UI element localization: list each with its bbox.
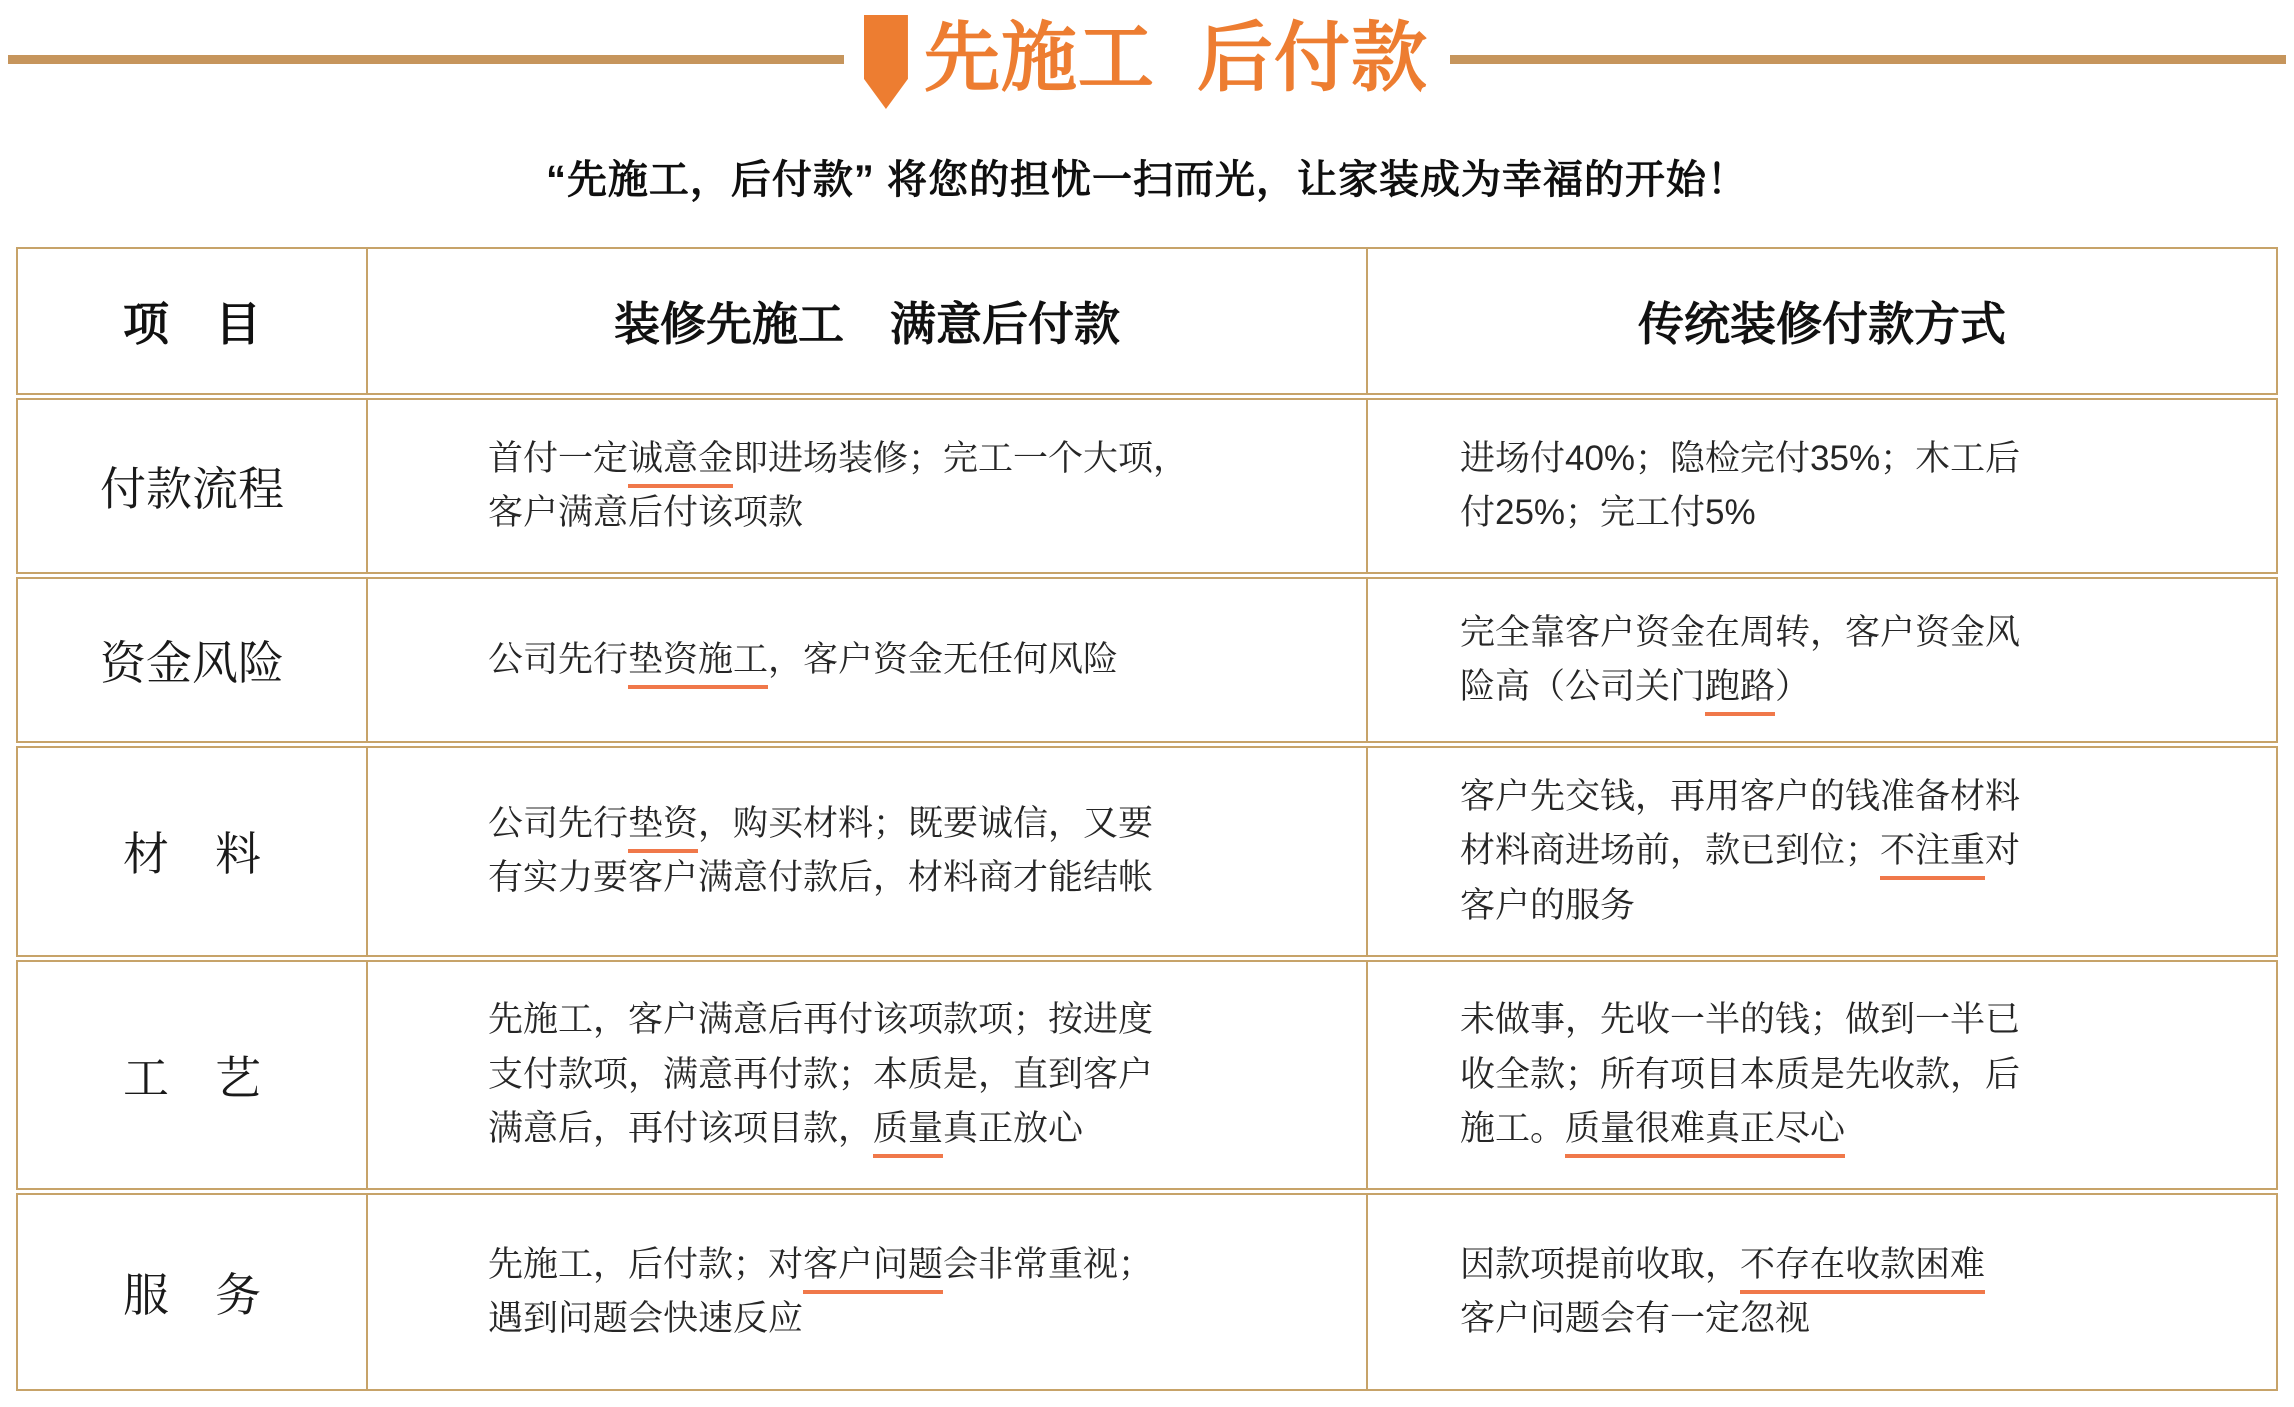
cell-traditional (1366, 962, 2276, 1188)
table-row (16, 398, 2278, 574)
table-row (16, 577, 2278, 743)
text-segment: 先施工，客户满意后再付该项款项；按进度 (488, 1000, 1154, 1040)
title-line-left (8, 55, 844, 64)
comparison-table (16, 247, 2278, 1391)
cell-text (1460, 432, 2020, 541)
header-cell-item: 项 目 (123, 298, 261, 350)
text-segment: 险高（公司关门 (1460, 667, 1706, 706)
text-segment: 客户的服务 (1460, 885, 1636, 925)
cell-new-method (366, 400, 1366, 572)
row-label: 付款流程 (100, 463, 284, 515)
underlined-text: 不存在收款困难 (1740, 1245, 1985, 1294)
text-segment: 客户先交钱，再用客户的钱准备材料 (1460, 777, 2021, 816)
cell-new-method (366, 579, 1366, 741)
text-segment: 支付款项，满意再付款；本质是，直到客户 (488, 1054, 1154, 1094)
row-label: 材 料 (123, 828, 261, 881)
cell-text (1460, 606, 2020, 715)
text-segment: ，购买材料；既要诚信，又要 (698, 804, 1154, 844)
text-segment: 对 (1985, 831, 2021, 871)
cell-text (488, 633, 1118, 687)
text-segment: 收全款；所有项目本质是先收款，后 (1460, 1054, 2021, 1094)
text-segment: 真正放心 (943, 1108, 1084, 1148)
pennant-icon (864, 15, 908, 109)
underlined-text: 诚意金 (628, 439, 733, 488)
cell-text (488, 797, 1153, 906)
text-segment: 未做事，先收一半的钱；做到一半已 (1460, 1000, 2021, 1040)
text-segment: 即进场装修；完工一个大项， (733, 438, 1189, 478)
row-label: 工 艺 (123, 1051, 261, 1104)
text-segment: 完全靠客户资金在周转，客户资金风 (1460, 612, 2021, 652)
cell-new-method (366, 962, 1366, 1188)
text-segment: 材料商进场前，款已到位； (1460, 831, 1881, 871)
text-segment: 遇到问题会快速反应 (488, 1298, 804, 1338)
text-segment: 客户满意后付该项款 (488, 493, 804, 532)
table-row (16, 960, 2278, 1190)
table-header-row (16, 247, 2278, 395)
text-segment: 会非常重视； (943, 1244, 1154, 1284)
cell-traditional (1366, 400, 2276, 572)
table-row (16, 746, 2278, 957)
cell-text (488, 432, 1188, 541)
underlined-text: 垫资 (628, 804, 698, 853)
text-segment: 进场付40%；隐检完付35%；木工后 (1460, 438, 2021, 478)
cell-text (488, 1238, 1153, 1347)
text-segment: 先施工，后付款；对 (488, 1244, 804, 1284)
cell-traditional (1366, 579, 2276, 741)
text-segment: 付25%；完工付5% (1460, 493, 1756, 532)
underlined-text: 质量很难真正尽心 (1565, 1109, 1845, 1158)
text-segment: 首付一定 (488, 438, 629, 478)
cell-traditional (1366, 1195, 2276, 1389)
row-label: 服 务 (123, 1268, 261, 1321)
text-segment: 因款项提前收取， (1460, 1244, 1741, 1284)
underlined-text: 跑路 (1705, 667, 1775, 716)
text-segment: 有实力要客户满意付款后，材料商才能结帐 (488, 858, 1154, 898)
page-title: 先施工 后付款 (923, 16, 1429, 101)
text-segment: 公司先行 (488, 639, 629, 679)
text-segment: 施工。 (1460, 1108, 1566, 1148)
title-line-right (1450, 55, 2286, 64)
text-segment: ，客户资金无任何风险 (768, 639, 1119, 679)
underlined-text: 不注重 (1880, 831, 1985, 880)
text-segment: 客户问题会有一定忽视 (1460, 1298, 1811, 1338)
subtitle: “先施工，后付款” 将您的担忧一扫而光，让家装成为幸福的开始！ (545, 158, 1749, 202)
header-cell-traditional: 传统装修付款方式 (1366, 249, 2276, 393)
underlined-text: 客户问题 (803, 1245, 943, 1294)
text-segment: 公司先行 (488, 804, 629, 844)
cell-text (488, 993, 1153, 1156)
row-label: 资金风险 (100, 637, 284, 689)
underlined-text: 质量 (873, 1109, 943, 1158)
text-segment: ） (1775, 667, 1811, 706)
cell-text (1460, 1238, 1985, 1347)
cell-new-method (366, 1195, 1366, 1389)
cell-traditional (1366, 748, 2276, 955)
cell-text (1460, 993, 2020, 1156)
page-header (0, 0, 2294, 118)
header-cell-new-method: 装修先施工 满意后付款 (366, 249, 1366, 393)
text-segment: 满意后，再付该项目款， (488, 1108, 874, 1148)
table-row (16, 1193, 2278, 1391)
cell-text (1460, 770, 2020, 933)
cell-new-method (366, 748, 1366, 955)
underlined-text: 垫资施工 (628, 640, 768, 689)
